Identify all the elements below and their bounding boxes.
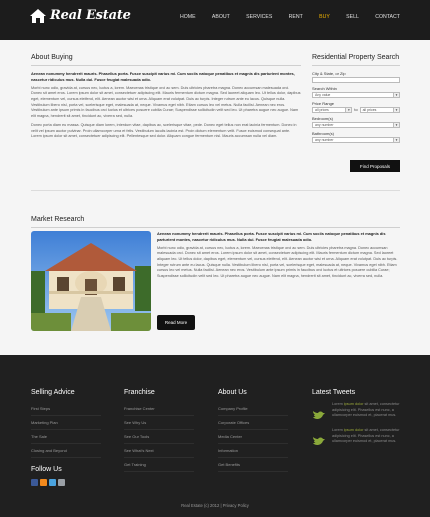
chevron-down-icon: ▼ bbox=[395, 108, 398, 112]
twitter-bird-icon bbox=[312, 434, 326, 448]
find-proposals-button[interactable]: Find Proposals bbox=[350, 160, 400, 172]
footer-link[interactable]: Marketing Plan bbox=[31, 416, 101, 430]
chevron-down-icon: ▼ bbox=[395, 123, 398, 127]
read-more-button[interactable]: Read More bbox=[157, 315, 195, 330]
market-section bbox=[31, 216, 400, 325]
bedrooms-select[interactable] bbox=[312, 122, 400, 128]
market-text bbox=[157, 231, 400, 283]
footer-franchise-title: Franchise bbox=[124, 389, 155, 396]
footer-link[interactable]: Information bbox=[218, 444, 288, 458]
search-title: Residential Property Search bbox=[312, 54, 400, 61]
brand-name: Real Estate bbox=[50, 8, 131, 23]
price-range-row bbox=[312, 107, 400, 113]
footer-link[interactable]: See Why Us bbox=[124, 416, 194, 430]
footer-link[interactable]: Company Profile bbox=[218, 402, 288, 416]
nav-rent[interactable]: RENT bbox=[288, 14, 303, 20]
search-divider bbox=[312, 65, 400, 66]
footer-link[interactable]: Closing and Beyond bbox=[31, 444, 101, 458]
footer-latest-tweets bbox=[312, 389, 402, 454]
delicious-icon[interactable] bbox=[58, 479, 65, 486]
tweet-item bbox=[312, 402, 400, 422]
social-icons bbox=[31, 479, 65, 486]
main-content bbox=[0, 40, 430, 355]
twitter-bird-icon bbox=[312, 408, 326, 422]
nav-contact[interactable]: CONTACT bbox=[375, 14, 400, 20]
about-paragraph-1: Morbi nunc odio, gravida at, cursus nec, luctus a, lorem. Maecenas tristique orci ac sem. Duis ultricies pharetra magna. Donec accumsan malesuada orci. Donec sit amet eros. Lorem ipsum dolor sit amet, consectetuer adipiscing elit. Mauris fermentum dictum magna. Sed laoreet aliquam leo. Ut tellus dolor, dapibus eget, elementum vel, cursus eleifend, elit. Aenean auctor wisi et urna. Aliquam erat volutpat. Duis ac turpis. Integer rutrum ante eu lacus. Quisque nulla. Vestibulum libero nisl, porta vel, scelerisque eget, malesuada at, neque. Vivamus eget nibh. Etiam cursus leo vel metus. Nulla facilisi. Aenean nec eros. Vestibulum ante ipsum primis in faucibus orci luctus et ultrices posuere cubilia Curae; Suspendisse sollicitudin velit sed leo. Ut pharetra augue nec augue. Nam elit magna, hendrerit sit amet, tincidunt ac, viverra sed, nulla. bbox=[31, 85, 301, 119]
footer-tweets-title: Latest Tweets bbox=[312, 389, 356, 396]
tweet-text-end: sit amet, consectetur adipisicing elit. Phasellus est nunc, a ullamcorper euismod et, placerat mus. bbox=[332, 402, 400, 418]
chevron-down-icon: ▼ bbox=[395, 93, 398, 97]
market-title: Market Research bbox=[31, 216, 85, 223]
market-lead: Aenean nonummy hendrerit mauris. Phasellus porta. Fusce suscipit varius mi. Cum sociis natoque penatibus et magnis dis parturient montes, nascetur ridiculus mus. Nulla dui. Fusce feugiat malesuada odio. bbox=[157, 231, 386, 242]
footer-link[interactable]: See What's Next bbox=[124, 444, 194, 458]
tweet-text-start: Lorem bbox=[332, 402, 344, 406]
zip-input[interactable] bbox=[312, 77, 400, 83]
section-divider bbox=[31, 190, 400, 191]
house-icon bbox=[30, 9, 46, 23]
price-to-value: all prices bbox=[362, 108, 377, 112]
footer-link[interactable]: First Steps bbox=[31, 402, 101, 416]
facebook-icon[interactable] bbox=[31, 479, 38, 486]
header bbox=[0, 0, 430, 40]
about-title: About Buying bbox=[31, 54, 73, 61]
tweet-item bbox=[312, 428, 400, 448]
nav-home[interactable]: HOME bbox=[180, 14, 196, 20]
footer-link[interactable]: Get Training bbox=[124, 458, 194, 472]
follow-us bbox=[31, 466, 65, 486]
follow-title: Follow Us bbox=[31, 466, 62, 473]
about-section bbox=[31, 54, 301, 143]
footer-franchise bbox=[124, 389, 194, 472]
footer-link[interactable]: Corporate Offices bbox=[218, 416, 288, 430]
tweet-link[interactable]: ipsum dolor bbox=[343, 428, 364, 432]
bathrooms-label: Bathroom(s) bbox=[312, 131, 335, 136]
within-value: Any value bbox=[315, 93, 331, 97]
footer-about-title: About Us bbox=[218, 389, 247, 396]
bathrooms-value: any number bbox=[315, 138, 334, 142]
footer-link[interactable]: Get Benefits bbox=[218, 458, 288, 472]
about-divider bbox=[31, 65, 301, 66]
price-to-label: to bbox=[354, 108, 358, 112]
price-from-select[interactable] bbox=[312, 107, 352, 113]
nav-buy[interactable]: BUY bbox=[319, 14, 330, 20]
footer-link[interactable]: Franchise Center bbox=[124, 402, 194, 416]
tweet-text-start: Lorem bbox=[332, 428, 344, 432]
footer-link[interactable]: Media Center bbox=[218, 430, 288, 444]
tweet-text bbox=[332, 402, 400, 422]
bathrooms-select[interactable] bbox=[312, 137, 400, 143]
house-photo bbox=[31, 231, 151, 331]
tweet-text bbox=[332, 428, 400, 448]
footer-link[interactable]: The Sale bbox=[31, 430, 101, 444]
tweet-link[interactable]: ipsum dolor bbox=[343, 402, 364, 406]
nav-sell[interactable]: SELL bbox=[346, 14, 359, 20]
footer-selling-advice bbox=[31, 389, 101, 458]
property-search-form bbox=[312, 54, 400, 169]
market-body: Morbi nunc odio, gravida at, cursus nec, luctus a, lorem. Maecenas tristique orci ac sem. Duis ultricies pharetra magna. Donec accumsan malesuada orci. Donec sit amet eros. Lorem ipsum dolor sit amet, consectetuer adipiscing elit. Mauris fermentum dictum magna. Sed laoreet aliquam leo. Ut tellus dolor, dapibus eget, elementum vel, cursus eleifend, elit. Aenean auctor wisi et urna. Aliquam erat volutpat. Duis ac turpis. Integer rutrum ante eu lacus. Quisque nulla. Vestibulum libero nisl, porta vel, scelerisque eget, malesuada at, neque. Vivamus eget nibh. Etiam cursus leo vel metus. Nulla facilisi. Aenean nec eros. Vestibulum ante ipsum primis in faucibus orci luctus et ultrices posuere cubilia Curae; Suspendisse sollicitudin velit sed leo. Ut pharetra augue nec augue. Nam elit magna, hendrerit sit amet, tincidunt ac, viverra sed, nulla. bbox=[157, 245, 398, 279]
within-select[interactable] bbox=[312, 92, 400, 98]
footer bbox=[0, 355, 430, 517]
chevron-down-icon: ▼ bbox=[395, 138, 398, 142]
footer-link[interactable]: See Our Tools bbox=[124, 430, 194, 444]
chevron-down-icon: ▼ bbox=[347, 108, 351, 112]
nav-about[interactable]: ABOUT bbox=[211, 14, 230, 20]
price-from-value: all prices bbox=[315, 108, 329, 112]
price-label: Price Range bbox=[312, 101, 335, 106]
copyright: Real Estate (c) 2012 | Privacy Policy bbox=[181, 503, 249, 508]
footer-selling-title: Selling Advice bbox=[31, 389, 75, 396]
about-paragraph-2: Donec porta diam eu massa. Quisque diam lorem, interdum vitae, dapibus ac, scelerisque vitae, pede. Donec eget tellus non erat lacinia fermentum. Donec in velit vel ipsum auctor pulvinar. Proin ullamcorper urna et felis. Vestibulum iaculis lacinia est. Proin dictum elementum velit. Fusce euismod consequat ante. Lorem ipsum dolor sit amet, consectetuer adipiscing elit. Pellentesque sed dolor. Aliquam congue fermentum nisl. Mauris accumsan nulla vel diam. bbox=[31, 122, 297, 139]
market-divider bbox=[31, 227, 400, 228]
bedrooms-value: any number bbox=[315, 123, 334, 127]
main-nav bbox=[180, 14, 400, 20]
twitter-icon[interactable] bbox=[49, 479, 56, 486]
zip-label: City & State, or Zip bbox=[312, 71, 346, 76]
nav-services[interactable]: SERVICES bbox=[246, 14, 273, 20]
tweet-text-end: sit amet, consectetur adipisicing elit. Phasellus est nunc, a ullamcorper euismod et, placerat mus. bbox=[332, 428, 400, 444]
rss-icon[interactable] bbox=[40, 479, 47, 486]
about-lead: Aenean nonummy hendrerit mauris. Phasellus porta. Fusce suscipit varius mi. Cum sociis natoque penatibus et magnis dis parturient montes, nascetur ridiculus mus. Nulla dui. Fusce feugiat malesuada odio. bbox=[31, 71, 295, 82]
bedrooms-label: Bedroom(s) bbox=[312, 116, 333, 121]
within-label: Search Within bbox=[312, 86, 337, 91]
logo[interactable] bbox=[30, 8, 131, 23]
price-to-select[interactable] bbox=[360, 107, 400, 113]
footer-about-us bbox=[218, 389, 288, 472]
